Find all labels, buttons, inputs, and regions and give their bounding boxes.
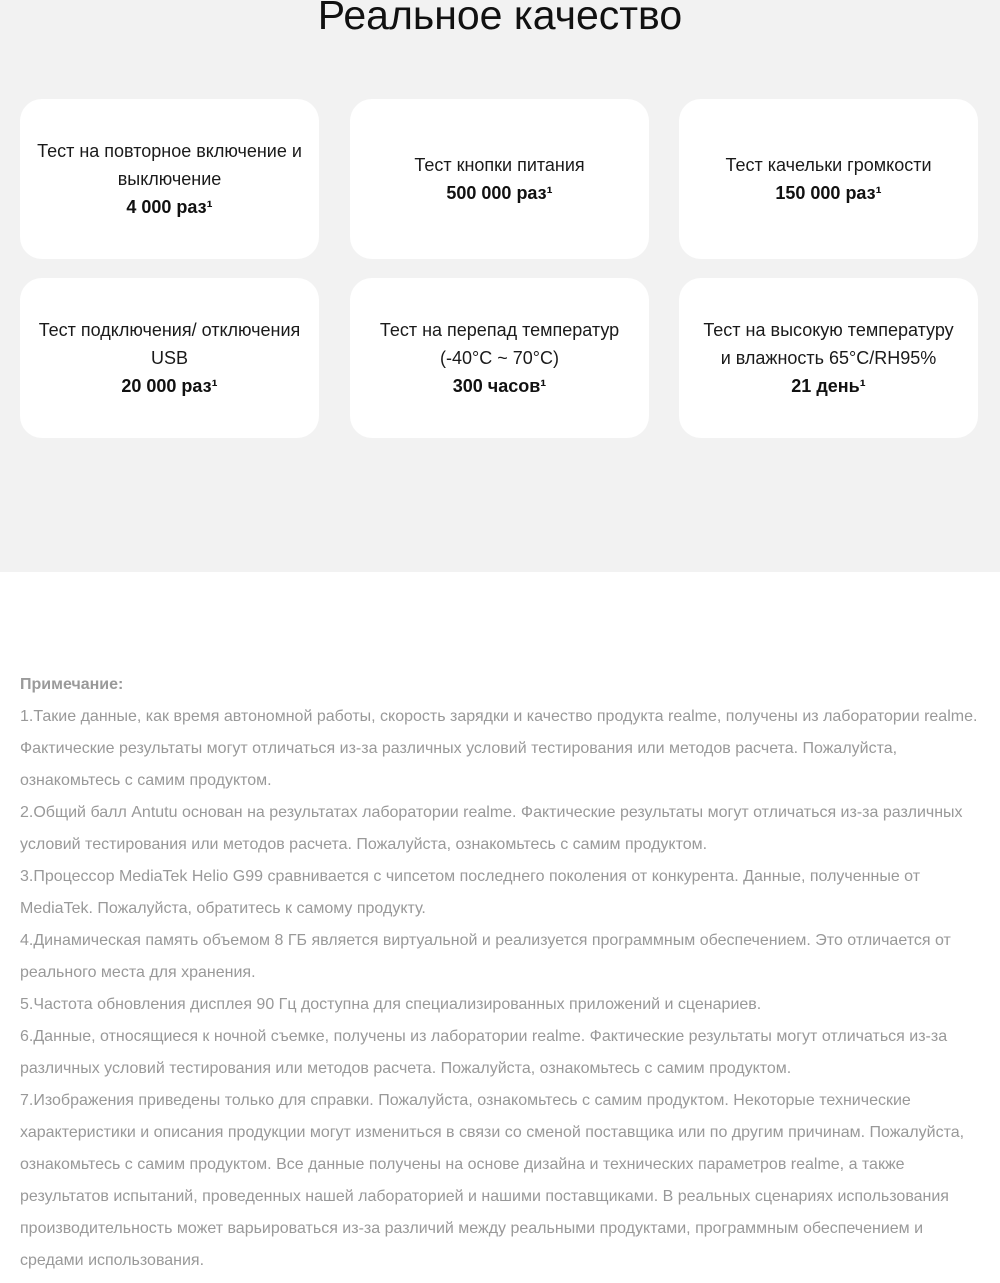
note-item-5: 5.Частота обновления дисплея 90 Гц доступна для специализированных приложений и сценариев.: [20, 996, 762, 1013]
notes-heading: Примечание:: [20, 676, 124, 693]
section-title: Реальное качество: [317, 0, 683, 38]
card-label-line2: USB: [150, 348, 188, 368]
note-item-6: 6.Данные, относящиеся к ночной съемке, получены из лаборатории realme. Фактические результаты могут отличаться из-за различных условий тестирования или методов расчета. Пожалуйста, ознакомьтесь с самим продуктом.: [20, 1028, 948, 1077]
test-card-volume-rocker: [679, 99, 978, 259]
card-label-line1: Тест на высокую температуру: [703, 320, 954, 340]
card-label-line1: Тест подключения/ отключения: [38, 320, 301, 340]
card-label-line1: Тест качельки громкости: [725, 155, 932, 175]
note-item-1: 1.Такие данные, как время автономной работы, скорость зарядки и качество продукта realme, получены из лаборатории realme. Фактические результаты могут отличаться из-за различных условий тестирования или методов расчета. Пожалуйста, ознакомьтесь с самим продуктом.: [20, 708, 978, 789]
note-item-4: 4.Динамическая память объемом 8 ГБ является виртуальной и реализуется программным обеспечением. Это отличается от реального места для хранения.: [20, 932, 951, 981]
test-card-humidity: [679, 278, 978, 438]
card-value: 500 000 раз¹: [446, 183, 553, 203]
note-item-7: 7.Изображения приведены только для справки. Пожалуйста, ознакомьтесь с самим продуктом. Некоторые технические характеристики и описания продукции могут измениться в связи со сменой поставщика или по другим причинам. Пожалуйста, ознакомьтесь с самим продуктом. Все данные получены на основе дизайна и технических параметров realme, а также результатов испытаний, проведенных нашей лабораторией и нашими поставщиками. В реальных сценариях использования производительность может варьироваться из-за различий между реальными продуктами, программным обеспечением и средами использования.: [20, 1092, 965, 1269]
quality-section: [0, 0, 1000, 572]
card-value: 300 часов¹: [452, 376, 547, 396]
notes-section: [20, 669, 985, 1277]
card-label-line1: Тест кнопки питания: [414, 155, 585, 175]
test-card-temperature-shift: [350, 278, 649, 438]
card-value: 4 000 раз¹: [126, 197, 213, 217]
card-label-line2: выключение: [117, 169, 222, 189]
card-value: 21 день¹: [791, 376, 866, 396]
test-card-power-cycle: [20, 99, 319, 259]
card-label-line2: (-40°C ~ 70°C): [440, 348, 559, 368]
test-card-usb: [20, 278, 319, 438]
note-item-3: 3.Процессор MediaTek Helio G99 сравнивается с чипсетом последнего поколения от конкурента. Данные, полученные от MediaTek. Пожалуйста, обратитесь к самому продукту.: [20, 868, 921, 917]
card-label-line1: Тест на повторное включение и: [37, 141, 302, 161]
test-card-power-button: [350, 99, 649, 259]
card-value: 150 000 раз¹: [775, 183, 882, 203]
card-value: 20 000 раз¹: [121, 376, 218, 396]
card-label-line2: и влажность 65°C/RH95%: [720, 348, 937, 368]
note-item-2: 2.Общий балл Antutu основан на результатах лаборатории realme. Фактические результаты могут отличаться из-за различных условий тестирования или методов расчета. Пожалуйста, ознакомьтесь с самим продуктом.: [20, 804, 963, 853]
card-label-line1: Тест на перепад температур: [379, 320, 620, 340]
